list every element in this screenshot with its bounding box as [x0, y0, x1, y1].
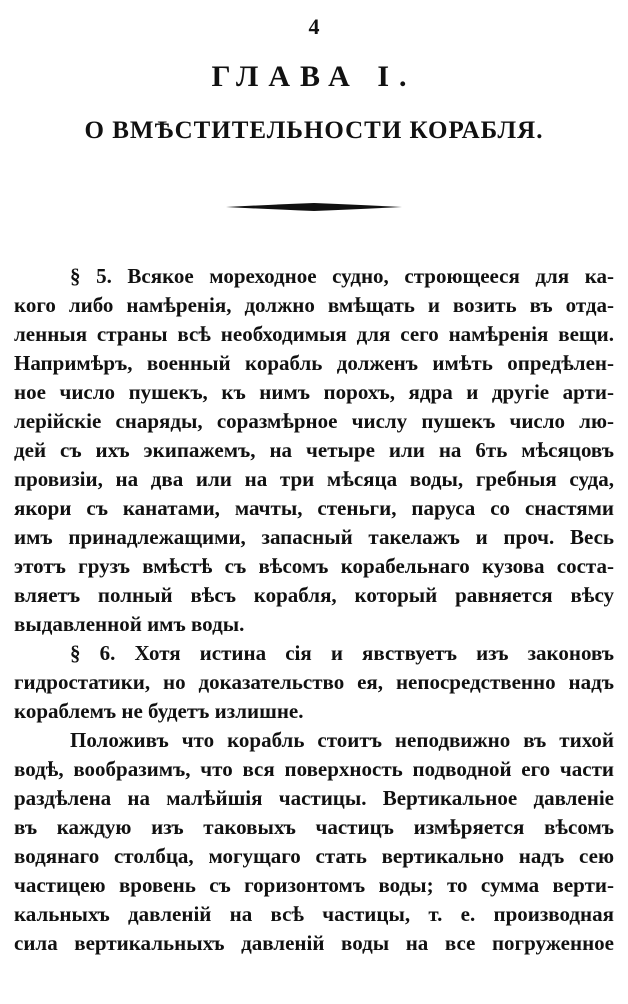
text-line: частицею вровень съ горизонтомъ воды; то сумма верти- [14, 873, 614, 897]
text-line: ленныя страны всѣ необходимыя для сего намѣренія вещи. [14, 322, 614, 346]
decorative-rule-icon [224, 198, 404, 216]
text-line: раздѣлена на малѣйшія частицы. Вертикальное давленіе [14, 786, 614, 810]
text-line: водянаго столбца, могущаго стать вертикально надъ сею [14, 844, 614, 868]
text-line: выдавленной имъ воды. [14, 612, 245, 636]
text-line: водѣ, вообразимъ, что вся поверхность подводной его части [14, 757, 614, 781]
text-line: провизіи, на два или на три мѣсяца воды, гребныя суда, [14, 467, 614, 491]
text-line: вляетъ полный вѣсъ корабля, который равняется вѣсу [14, 583, 614, 607]
page-number: 4 [308, 14, 320, 39]
text-line: въ каждую изъ таковыхъ частицъ измѣряется вѣсомъ [14, 815, 614, 839]
text-line: якори съ канатами, мачты, стеньги, паруса со снастями [14, 496, 614, 520]
text-line: § 5. Всякое мореходное судно, строющееся для ка- [70, 264, 614, 288]
text-line: кальныхъ давленій на всѣ частицы, т. е. производная [14, 902, 614, 926]
text-line: дей съ ихъ экипажемъ, на четыре или на 6ть мѣсяцовъ [14, 438, 614, 462]
text-line: Напримѣръ, военный корабль долженъ имѣть опредѣлен- [14, 351, 614, 375]
text-line: лерійскіе снаряды, соразмѣрное числу пушекъ число лю- [14, 409, 614, 433]
text-line: гидростатики, но доказательство ея, непосредственно надъ [14, 670, 614, 694]
text-line: кораблемъ не будетъ излишне. [14, 699, 304, 723]
text-line: Положивъ что корабль стоитъ неподвижно въ тихой [70, 728, 614, 752]
chapter-title: ГЛАВА I. [211, 60, 417, 93]
chapter-subtitle: О ВМѢСТИТЕЛЬНОСТИ КОРАБЛЯ. [84, 117, 544, 144]
body-text [14, 262, 614, 958]
text-line: имъ принадлежащими, запасный такелажъ и проч. Весь [14, 525, 614, 549]
text-line: § 6. Хотя истина сія и явствуетъ изъ законовъ [70, 641, 614, 665]
text-line: сила вертикальныхъ давленій воды на все погруженное [14, 931, 614, 955]
text-line: ное число пушекъ, къ нимъ порохъ, ядра и другіе арти- [14, 380, 614, 404]
text-line: этотъ грузъ вмѣстѣ съ вѣсомъ корабельнаго кузова соста- [14, 554, 614, 578]
text-line: кого либо намѣренія, должно вмѣщать и возить въ отда- [14, 293, 614, 317]
